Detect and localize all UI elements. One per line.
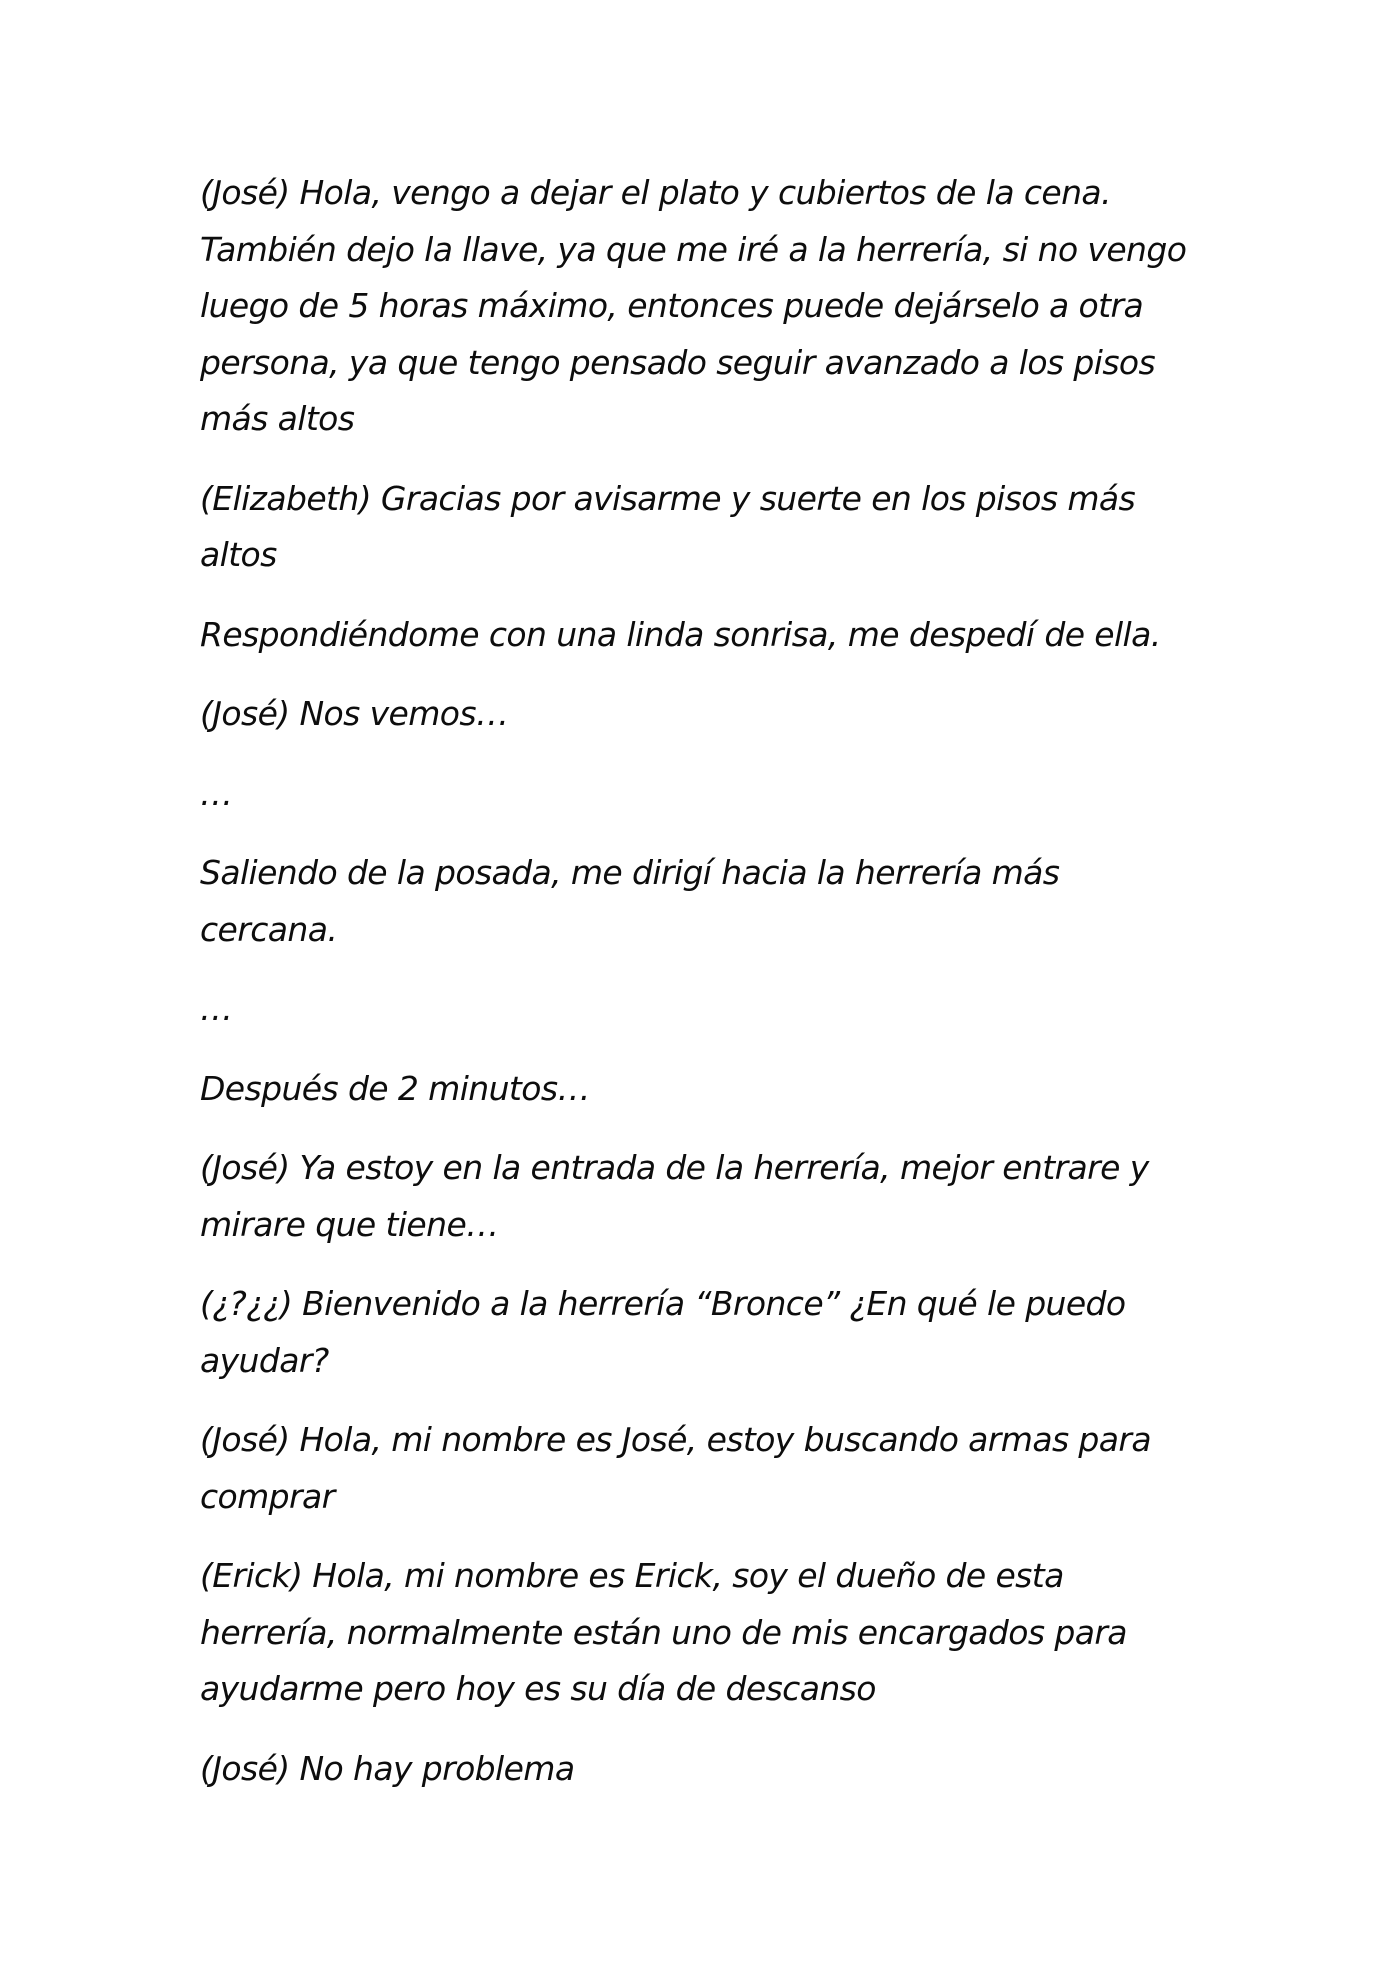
paragraph-ellipsis-2: … bbox=[200, 989, 233, 1028]
paragraph-unknown-welcome: (¿?¿¿) Bienvenido a la herrería “Bronce” ¿En qué le puedo ayudar? bbox=[200, 1284, 1126, 1380]
paragraph-narration-time: Después de 2 minutos… bbox=[200, 1068, 590, 1108]
paragraph-jose-greeting: (José) Hola, vengo a dejar el plato y cubiertos de la cena. También dejo la llave, ya que me iré a la herrería, si no vengo luego de 5 horas máximo, entonces puede dejárselo a otra persona, ya que tengo pensado seguir avanzado a los pisos más altos bbox=[200, 173, 1187, 438]
paragraph-jose-introduction: (José) Hola, mi nombre es José, estoy buscando armas para comprar bbox=[200, 1420, 1151, 1516]
paragraph-jose-no-problem: (José) No hay problema bbox=[200, 1748, 575, 1788]
paragraph-erick-introduction: (Erick) Hola, mi nombre es Erick, soy el dueño de esta herrería, normalmente están uno de mis encargados para ayudarme pero hoy es su día de descanso bbox=[200, 1556, 1127, 1708]
paragraph-narration-farewell: Respondiéndome con una linda sonrisa, me despedí de ella. bbox=[200, 614, 1161, 654]
paragraph-ellipsis-1: … bbox=[200, 773, 233, 813]
paragraph-jose-entrance: (José) Ya estoy en la entrada de la herrería, mejor entrare y mirare que tiene… bbox=[200, 1148, 1149, 1244]
document-body bbox=[200, 165, 1200, 1820]
paragraph-narration-leaving: Saliendo de la posada, me dirigí hacia la herrería más cercana. bbox=[200, 853, 1060, 949]
paragraph-elizabeth-reply: (Elizabeth) Gracias por avisarme y suerte en los pisos más altos bbox=[200, 478, 1136, 574]
paragraph-jose-goodbye: (José) Nos vemos… bbox=[200, 694, 509, 733]
